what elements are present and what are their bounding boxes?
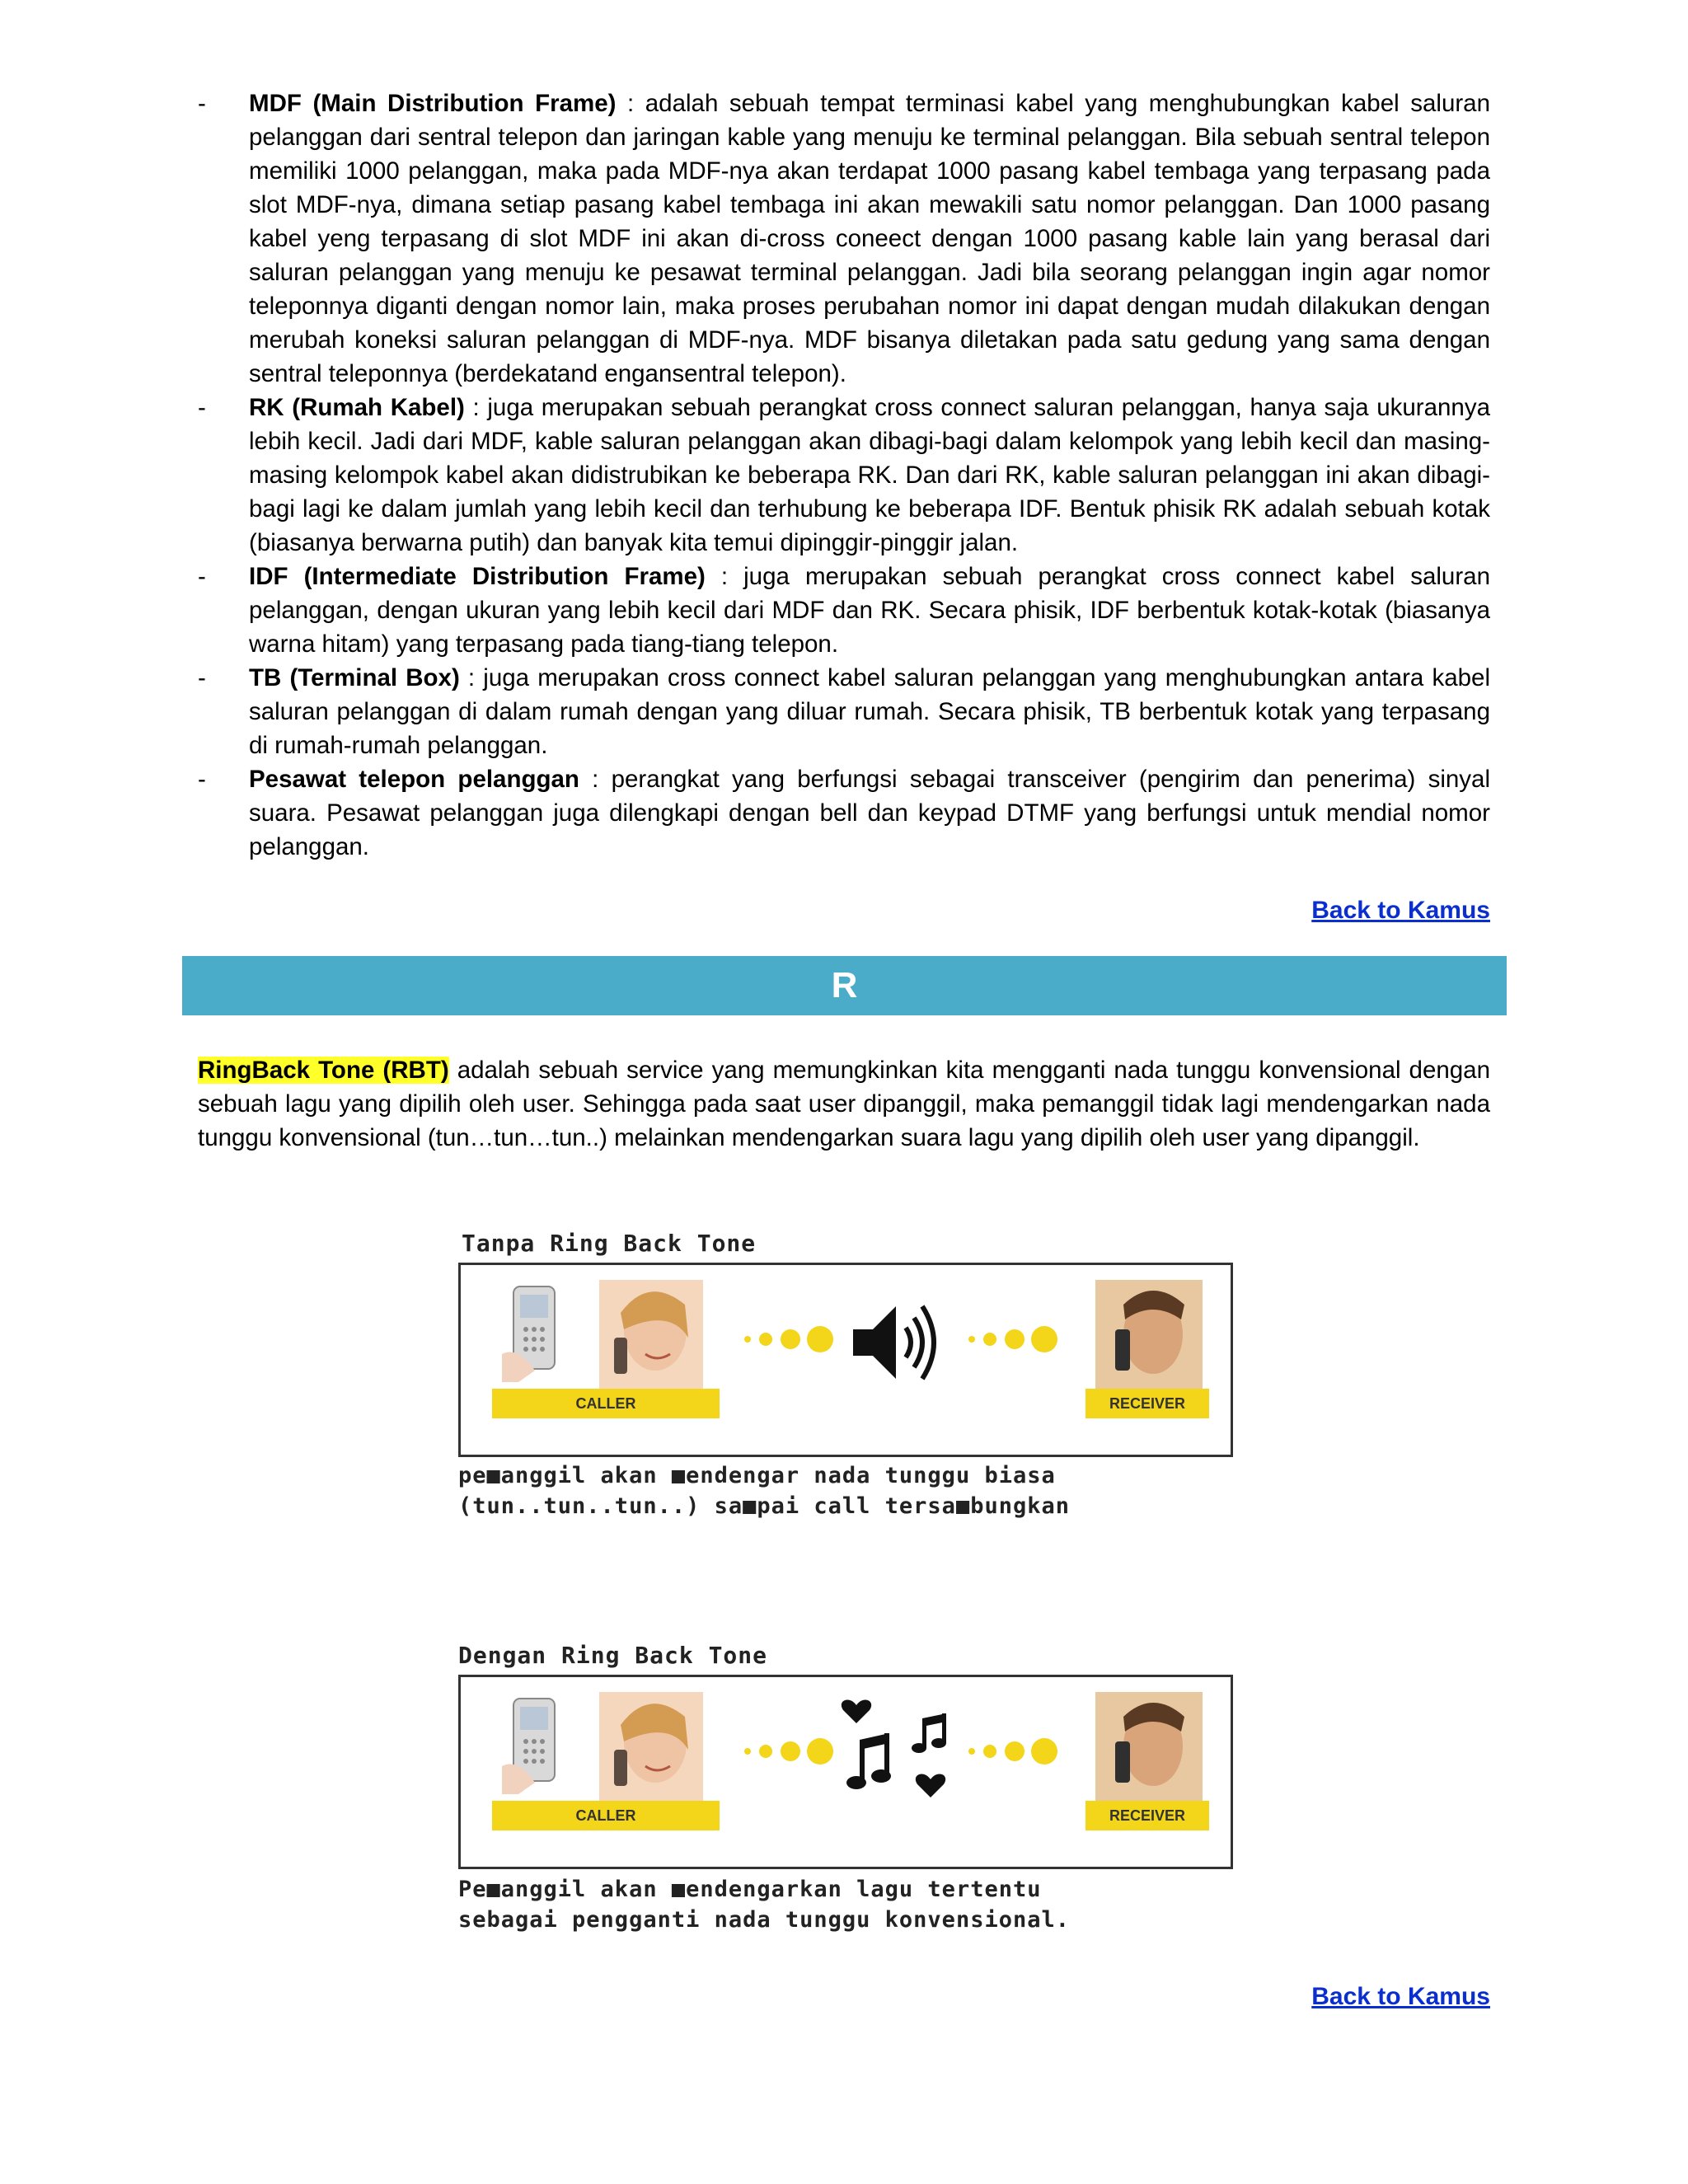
term-rbt: RingBack Tone (RBT)	[198, 1057, 449, 1084]
caller-photo	[599, 1280, 703, 1389]
diagram-box-with	[458, 1675, 1233, 1869]
diagram-title-without: Tanpa Ring Back Tone	[462, 1230, 757, 1257]
bullet-dash: -	[198, 90, 206, 117]
diagram-caption-without	[458, 1460, 1070, 1521]
term-idf: IDF (Intermediate Distribution Frame)	[249, 563, 706, 590]
speaker-sound-icon	[848, 1295, 944, 1390]
music-notes-hearts-icon	[832, 1690, 972, 1806]
definition-mdf: : adalah sebuah tempat terminasi kabel yang menghubungkan kabel saluran pelanggan dari sentral telepon dan jaringan kable yang menuju ke terminal pelanggan. Bila sebuah sentral telepon memiliki 1000 pelanggan, maka pada MDF-nya akan terdapat 1000 pasang kabel tembaga yang terpasang pada slot MDF-nya, dimana setiap pasang kabel tembaga ini akan mewakili satu nomor pelanggan. Dan 1000 pasang kabel yeng terpasang di slot MDF ini akan di-cross coneect dengan 1000 pasang kable lain yang berasal dari saluran pelanggan yang menuju ke pesawat terminal pelanggan. Jadi bila seorang pelanggan ingin agar nomor teleponnya diganti dengan nomor lain, maka proses perubahan nomor ini dapat dengan mudah dilakukan dengan merubah koneksi saluran pelanggan di MDF-nya. MDF bisanya diletakan pada satu gedung yang sama dengan sentral teleponnya (berdekatand engansentral telepon).	[249, 90, 1490, 387]
diagram-caption-with	[458, 1874, 1070, 1935]
back-to-kamus-link[interactable]: Back to Kamus	[1311, 897, 1490, 924]
section-header-r: R	[182, 956, 1507, 1015]
definition-pesawat: : perangkat yang berfungsi sebagai transceiver (pengirim dan penerima) sinyal suara. Pesawat pelanggan juga dilengkapi dengan bell dan keypad DTMF yang berfungsi untuk mendial nomor pelanggan.	[249, 766, 1490, 860]
rbt-paragraph	[198, 1053, 1490, 1155]
list-item	[198, 391, 1490, 560]
dots-left-icon	[741, 1323, 840, 1356]
list-item	[198, 560, 1490, 661]
caption-line: (tun..tun..tun..) sa■pai call tersa■bungkan	[458, 1493, 1070, 1519]
caller-badge: CALLER	[492, 1389, 720, 1418]
caller-badge: CALLER	[492, 1801, 720, 1830]
receiver-badge: RECEIVER	[1085, 1389, 1209, 1418]
list-item	[198, 762, 1490, 864]
caption-line: pe■anggil akan ■endengar nada tunggu biasa	[458, 1463, 1056, 1488]
list-item	[198, 87, 1490, 391]
mobile-phone-icon	[502, 1692, 571, 1794]
bullet-dash: -	[198, 563, 206, 590]
diagram-title-with: Dengan Ring Back Tone	[458, 1642, 768, 1669]
definition-rbt: adalah sebuah service yang memungkinkan kita mengganti nada tunggu konvensional dengan sebuah lagu yang dipilih oleh user. Sehingga pada saat user dipanggil, maka pemanggil tidak lagi mendengarkan nada tunggu konvensional (tun…tun…tun..) melainkan mendengarkan suara lagu yang dipilih oleh user yang dipanggil.	[198, 1057, 1490, 1151]
bullet-dash: -	[198, 394, 206, 421]
mobile-phone-icon	[502, 1280, 571, 1382]
dots-right-icon	[964, 1735, 1062, 1768]
glossary-list	[198, 87, 1490, 864]
back-to-kamus-link[interactable]: Back to Kamus	[1311, 1983, 1490, 2010]
caption-line: sebagai pengganti nada tunggu konvensional.	[458, 1907, 1070, 1933]
definition-idf: : juga merupakan sebuah perangkat cross connect kabel saluran pelanggan, dengan ukuran yang lebih kecil dari MDF dan RK. Secara phisik, IDF berbentuk kotak-kotak (biasanya warna hitam) yang terpasang pada tiang-tiang telepon.	[249, 563, 1490, 658]
bullet-dash: -	[198, 766, 206, 793]
term-tb: TB (Terminal Box)	[249, 664, 460, 691]
dots-left-icon	[741, 1735, 840, 1768]
receiver-photo	[1095, 1280, 1203, 1389]
caption-line: Pe■anggil akan ■endengarkan lagu tertentu	[458, 1877, 1042, 1902]
bullet-dash: -	[198, 664, 206, 691]
term-mdf: MDF (Main Distribution Frame)	[249, 90, 617, 117]
term-pesawat: Pesawat telepon pelanggan	[249, 766, 579, 793]
diagram-box-without	[458, 1263, 1233, 1457]
definition-rk: : juga merupakan sebuah perangkat cross connect saluran pelanggan, hanya saja ukurannya lebih kecil. Jadi dari MDF, kable saluran pelanggan akan dibagi-bagi dalam kelompok yang lebih kecil dan masing-masing kelompok kabel akan didistrubikan ke beberapa RK. Dan dari RK, kable saluran pelanggan ini akan dibagi-bagi lagi ke dalam jumlah yang lebih kecil dan terhubung ke beberapa IDF. Bentuk phisik RK adalah sebuah kotak (biasanya berwarna putih) dan banyak kita temui dipinggir-pinggir jalan.	[249, 394, 1490, 556]
receiver-photo	[1095, 1692, 1203, 1801]
term-rk: RK (Rumah Kabel)	[249, 394, 465, 421]
caller-photo	[599, 1692, 703, 1801]
definition-tb: : juga merupakan cross connect kabel saluran pelanggan yang menghubungkan antara kabel saluran pelanggan di dalam rumah dengan yang diluar rumah. Secara phisik, TB berbentuk kotak yang terpasang di rumah-rumah pelanggan.	[249, 664, 1490, 759]
dots-right-icon	[964, 1323, 1062, 1356]
receiver-badge: RECEIVER	[1085, 1801, 1209, 1830]
list-item	[198, 661, 1490, 762]
